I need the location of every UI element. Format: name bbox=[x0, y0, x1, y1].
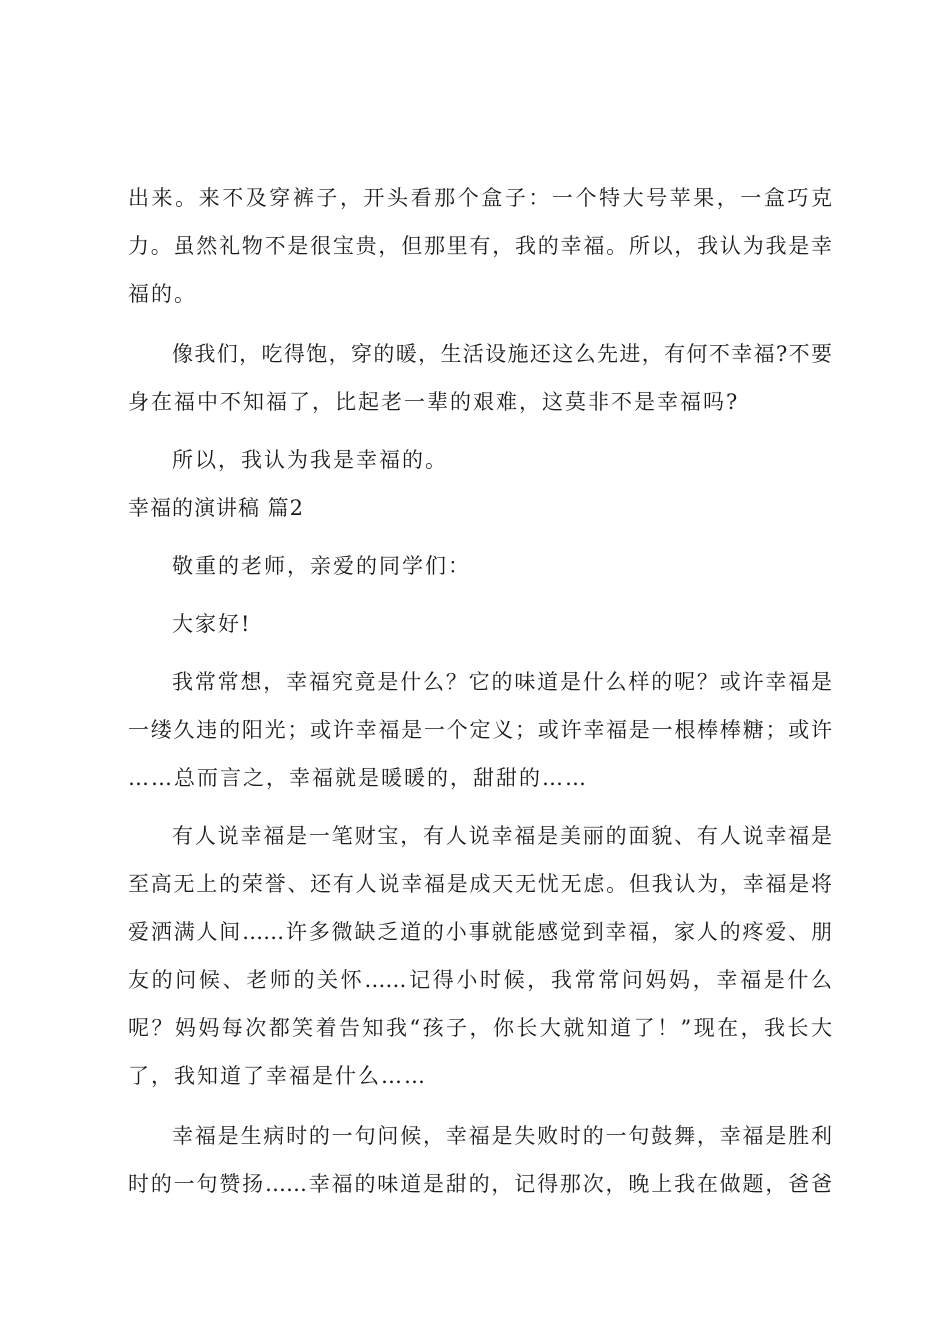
text-line: 出来。来不及穿裤子，开头看那个盒子：一个特大号苹果，一盒巧克 bbox=[128, 186, 832, 210]
salutation: 敬重的老师，亲爱的同学们： bbox=[172, 554, 471, 578]
text-line: 呢？妈妈每次都笑着告知我“孩子，你长大就知道了！”现在，我长大 bbox=[128, 1016, 832, 1040]
text-line: ……总而言之，幸福就是暖暖的，甜甜的…… bbox=[128, 766, 588, 790]
text-line: 幸福是生病时的一句问候，幸福是失败时的一句鼓舞，幸福是胜利 bbox=[172, 1124, 832, 1148]
text-line: 时的一句赞扬……幸福的味道是甜的，记得那次，晚上我在做题，爸爸 bbox=[128, 1172, 832, 1196]
text-line: 爱洒满人间……许多微缺乏道的小事就能感觉到幸福，家人的疼爱、朋 bbox=[128, 920, 832, 944]
text-line: 有人说幸福是一笔财宝，有人说幸福是美丽的面貌、有人说幸福是 bbox=[172, 824, 832, 848]
text-line: 我常常想，幸福究竟是什么？它的味道是什么样的呢？或许幸福是 bbox=[172, 670, 832, 694]
text-line: 身在福中不知福了，比起老一辈的艰难，这莫非不是幸福吗? bbox=[128, 390, 740, 414]
text-line: 一缕久违的阳光；或许幸福是一个定义；或许幸福是一根棒棒糖；或许 bbox=[128, 718, 832, 742]
section-heading: 幸福的演讲稿 篇2 bbox=[128, 496, 305, 520]
text-line: 友的问候、老师的关怀……记得小时候，我常常问妈妈，幸福是什么 bbox=[128, 968, 832, 992]
text-line: 了，我知道了幸福是什么…… bbox=[128, 1064, 427, 1088]
greeting: 大家好! bbox=[172, 612, 252, 636]
text-line: 福的。 bbox=[128, 282, 197, 306]
text-line: 力。虽然礼物不是很宝贵，但那里有，我的幸福。所以，我认为我是幸 bbox=[128, 234, 832, 258]
text-line: 所以，我认为我是幸福的。 bbox=[172, 448, 448, 472]
document-body bbox=[128, 186, 832, 1196]
text-line: 像我们，吃得饱，穿的暖，生活设施还这么先进，有何不幸福?不要 bbox=[172, 342, 832, 366]
text-line: 至高无上的荣誉、还有人说幸福是成天无忧无虑。但我认为，幸福是将 bbox=[128, 872, 832, 896]
